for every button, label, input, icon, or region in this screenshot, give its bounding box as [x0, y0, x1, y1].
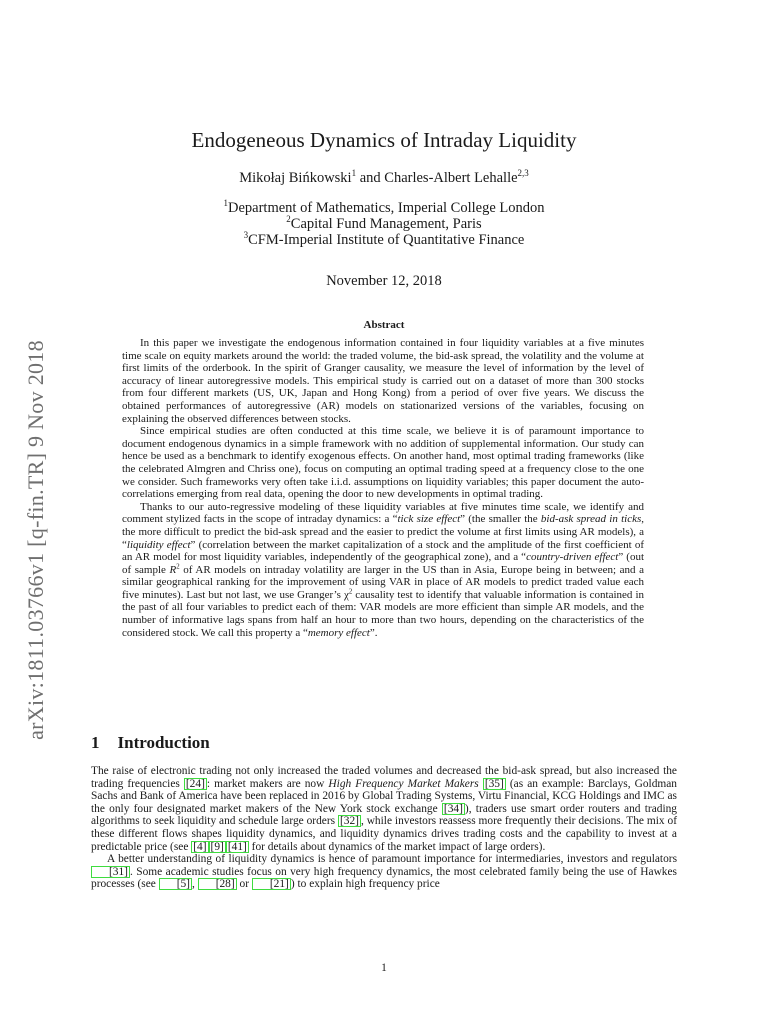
affiliation-line [0, 216, 768, 233]
author-affiliation-mark: 1 [351, 168, 357, 179]
text-run: or [236, 878, 252, 891]
citation-link[interactable]: [21] [252, 878, 291, 890]
citation-link[interactable]: [35] [484, 777, 504, 790]
citation-link[interactable]: [28] [198, 878, 237, 890]
citation-link[interactable]: [41] [227, 840, 247, 853]
math-symbol: R [169, 563, 177, 576]
citation-link[interactable]: [32] [339, 815, 359, 828]
citation-link[interactable]: [5] [159, 878, 192, 890]
text-run: The raise of electronic trading not only increased the traded volumes and decreased the bid-ask spread, but also increased the trading frequencies [91, 765, 677, 790]
emphasis: memory effect [307, 626, 370, 639]
text-run: A better understanding of liquidity dynamics is hence of paramount importance for intermediaries, investors and regulators [107, 853, 677, 866]
affiliation-text: Department of Mathematics, Imperial College London [228, 200, 545, 216]
emphasis: tick size effect [397, 513, 461, 526]
text-run: ” (the smaller the [460, 513, 541, 526]
section-title: Introduction [117, 733, 210, 752]
affiliation-text: CFM-Imperial Institute of Quantitative Finance [248, 232, 525, 248]
citation-link[interactable]: [9] [210, 840, 224, 853]
text-run: , while investors reassess more frequently their decisions. The mix of these different flows shapes liquidity dynamics, and liquidity dynamics drives trading costs and the capability to invest at a predictable price (see [91, 815, 677, 853]
affiliation-line [0, 200, 768, 217]
affiliation-line [0, 232, 768, 249]
text-run: . Some academic studies focus on very high frequency dynamics, the most celebrated family being the use of Hawkes processes (see [91, 865, 677, 891]
author-list [0, 170, 768, 187]
body-paragraph [91, 853, 677, 891]
introduction-body [91, 765, 677, 891]
abstract-paragraph: In this paper we investigate the endogenous information contained in four liquidity variables at a five minutes time scale on equity markets around the world: the traded volume, the bid-ask spread, the volatility and the volume at first limits of the orderbook. In the spirit of Granger causality, we measure the level of information by the level of accuracy of linear autoregressive models. This empirical study is carried out on a dataset of more than 300 stocks from four different markets (US, UK, Japan and Hong Kong) from a period of over five years. We discuss the obtained performances of autoregressive (AR) models on stationarized versions of the variables, focusing on explaining the observed differences between stocks. [122, 337, 644, 425]
text-run: Thanks to our auto-regressive modeling of these liquidity variables at five minutes time scale, we identify and comment stylized facts in the scope of intraday dynamics: a “ [122, 500, 644, 526]
section-heading [91, 733, 210, 753]
text-run: ”. [369, 626, 378, 639]
affiliation-text: Capital Fund Management, Paris [290, 216, 482, 232]
publication-date: November 12, 2018 [326, 273, 442, 289]
abstract-paragraph [122, 501, 644, 640]
text-run: (as an example: Barclays, Goldman Sachs and Bank of America have been replaced in 2016 by Global Trading Systems, Virtu Financial, KCG Holdings and IMC as the only four designated market makers of the New York stock exchange [91, 777, 677, 815]
section-number: 1 [91, 733, 100, 752]
text-run: , [191, 878, 198, 891]
citation-link[interactable]: [31] [91, 866, 130, 878]
paper-title: Endogeneous Dynamics of Intraday Liquidity [191, 128, 577, 152]
citation-link[interactable]: [24] [185, 777, 205, 790]
emphasis: bid-ask spread in ticks [540, 513, 642, 526]
author-name: Charles-Albert Lehalle [384, 170, 518, 186]
text-run: of AR models on intraday volatility are larger in the US than in Asia, Europe being in between; and a similar geographical ranking for the improvement of using VAR in place of AR models to predict traded value each five minutes). Last but not last, we use Granger’s χ [122, 563, 644, 601]
citation-link[interactable]: [4] [193, 840, 207, 853]
affiliation-mark: 2 [286, 214, 291, 225]
text-run: ” (out of sample [122, 551, 645, 576]
emphasis: country-driven effect [526, 551, 619, 564]
affiliation-mark: 1 [223, 198, 228, 209]
text-run: ) to explain high frequency price [290, 878, 440, 891]
text-run: , the more difficult to predict the bid-ask spread and the easier to predict the volume at first limits using AR models), a “ [122, 513, 644, 551]
abstract-heading: Abstract [363, 319, 405, 331]
superscript: 2 [348, 588, 353, 596]
affiliation-mark: 3 [243, 230, 249, 241]
text-run: ” (correlation between the market capitalization of a stock and the amplitude of the first coefficient of an AR model for most liquidity variables, independently of the geographical zone), and a “ [122, 538, 644, 564]
emphasis: liquidity effect [126, 538, 191, 551]
author-connector: and [356, 170, 385, 186]
text-run: for details about dynamics of the market impact of large orders). [248, 840, 546, 853]
author-affiliation-mark: 2,3 [517, 168, 529, 179]
arxiv-identifier: arXiv:1811.03766v1 [q-fin.TR] 9 Nov 2018 [23, 340, 48, 740]
body-paragraph [91, 765, 677, 853]
page-number: 1 [381, 962, 387, 974]
abstract-paragraph: Since empirical studies are often conducted at this time scale, we believe it is of paramount importance to document endogenous dynamics in a simple framework with no addition of supplemental information. Our study can hence be used as a benchmark to identify exogenous effects. On another hand, most optimal trading frameworks (like the celebrated Almgren and Chriss one), focus on computing an optimal trading speed at a frequency close to the one we consider. Such frameworks very often take i.i.d. assumptions on liquidity variables; this paper document the auto-correlations emerging from real data, opening the door to new developments in optimal trading. [122, 425, 644, 501]
author-name: Mikołaj Bińkowski [239, 170, 352, 186]
text-run: : market makers are now [206, 777, 329, 790]
citation-link[interactable]: [34] [443, 802, 463, 815]
text-run: causality test to identify that valuable information is contained in the past of all four variables to predict each of them: VAR models are more efficient than simple AR models, and the number of informative lags spans from half an hour to more than two hours, depending on the characteristics of the considered stock. We call this property a “ [122, 588, 644, 639]
emphasis: High Frequency Market Makers [328, 777, 479, 790]
abstract-body [122, 337, 644, 639]
text-run: ), traders use smart order routers and trading algorithms to seek liquidity and schedule large orders [91, 802, 677, 828]
superscript: 2 [176, 563, 180, 571]
